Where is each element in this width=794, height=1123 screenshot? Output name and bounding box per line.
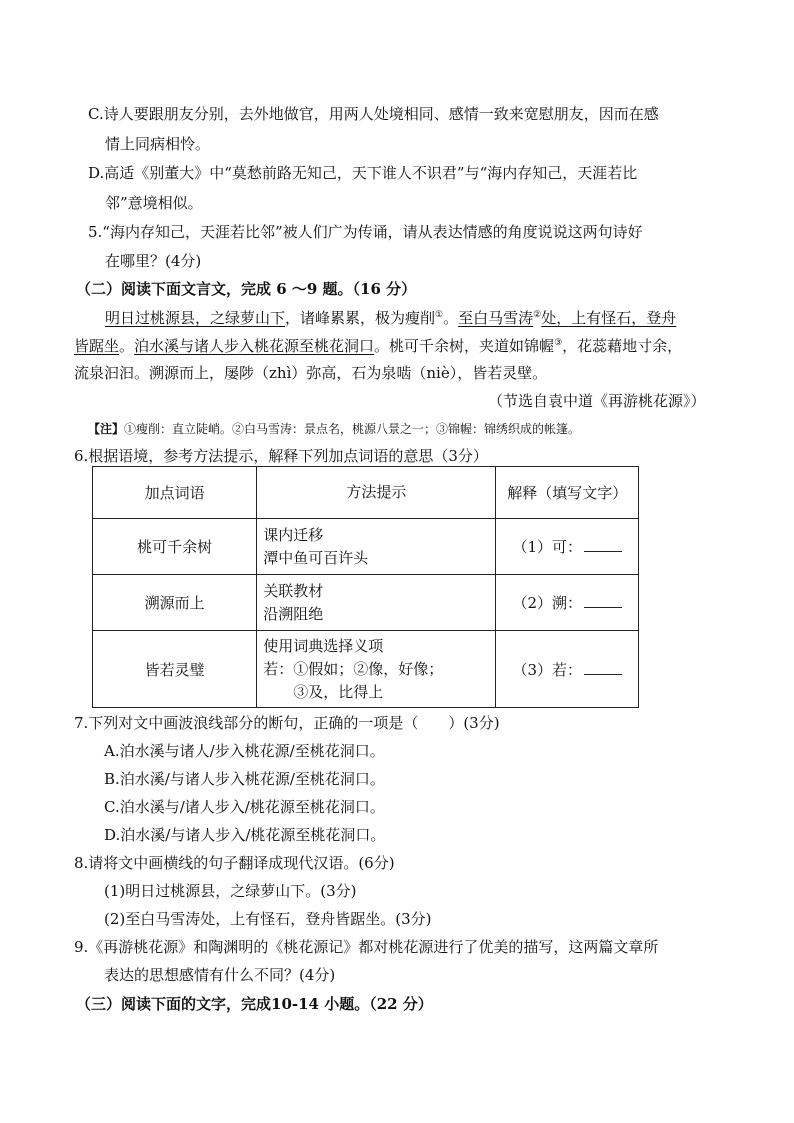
footnote-label: 【注】 (88, 422, 125, 436)
underlined-sentence-1a: 明日过桃源县，之绿萝山下 (105, 309, 286, 327)
passage-text: 。 (443, 309, 459, 327)
row-answer (496, 575, 639, 631)
hint-line: ③及，比得上 (293, 682, 384, 701)
hint-line: 潭中鱼可百许头 (263, 548, 369, 567)
passage-source: （节选自袁中道《再游桃花源》） (488, 392, 706, 410)
hint-line: 沿溯阻绝 (263, 604, 324, 623)
row-word: 皆若灵璧 (93, 631, 257, 708)
hint-line: 课内迁移 (263, 525, 324, 544)
question-7-option-b: B.泊水溪/与诸人步入桃花源/至桃花洞口。 (104, 770, 385, 788)
footnote-marker-1: ① (435, 310, 444, 320)
row-hint (257, 575, 496, 631)
table-header-row (93, 467, 639, 519)
passage-text: 。 (119, 337, 135, 355)
row-word: 溯源而上 (93, 575, 257, 631)
passage-text: ，花蕊藉地寸余， (562, 337, 683, 355)
answer-blank[interactable] (584, 536, 622, 552)
option-d-line2: 邻”意境相似。 (105, 194, 203, 212)
footnote-text: ①瘦削：直立陡峭。②白马雪涛：景点名，桃源八景之一；③锦幄：锦绣织成的帐篷。 (124, 422, 581, 436)
question-7-option-d: D.泊水溪/与诸人步入/桃花源至桃花洞口。 (104, 826, 386, 844)
answer-label: （3）若： (512, 660, 582, 679)
footnote-marker-2: ② (533, 310, 542, 320)
passage-text: ，诸峰累累，极为瘦削 (285, 309, 436, 327)
answer-blank[interactable] (584, 592, 622, 608)
footnote-marker-3: ③ (554, 338, 563, 348)
footnote (88, 419, 580, 439)
option-d-line1: D.高适《别董大》中“莫愁前路无知己，天下谁人不识君”与“海内存知己，天涯若比 (88, 164, 638, 182)
row-hint (257, 519, 496, 575)
passage-line2 (74, 336, 682, 356)
passage-text: 。桃可千余树，夹道如锦幄 (374, 337, 555, 355)
hint-line: 若：①假如；②像，好像； (263, 659, 444, 678)
answer-label: （1）可： (512, 538, 582, 556)
row-answer (496, 519, 639, 575)
wavy-line-sentence: 泊水溪与诸人步入桃花源至桃花洞口 (134, 337, 375, 355)
passage-line1 (105, 308, 676, 328)
row-answer (496, 631, 639, 708)
row-hint (257, 631, 496, 708)
question-7: 7.下列对文中画波浪线部分的断句，正确的一项是（ ）(3分) (74, 714, 500, 732)
header-method: 方法提示 (257, 467, 496, 519)
question-7-option-a: A.泊水溪与诸人/步入桃花源/至桃花洞口。 (104, 742, 385, 760)
table-row (93, 519, 639, 575)
question-9-line2: 表达的思想感情有什么不同？(4分) (104, 966, 336, 984)
hint-line: 使用词典选择义项 (263, 636, 384, 655)
header-word: 加点词语 (93, 467, 257, 519)
question-8: 8.请将文中画横线的句子翻译成现代汉语。(6分) (74, 854, 395, 872)
underlined-sentence-2b: 处，上有怪石，登舟 (541, 309, 677, 327)
table-row (93, 631, 639, 708)
answer-blank[interactable] (584, 659, 622, 675)
row-word: 桃可千余树 (93, 519, 257, 575)
option-c-line1: C.诗人要跟朋友分别，去外地做官，用两人处境相同、感情一致来宽慰朋友，因而在感 (88, 105, 659, 123)
underlined-sentence-2c: 皆踞坐 (74, 337, 120, 355)
question-6: 6.根据语境，参考方法提示，解释下列加点词语的意思（3分） (74, 447, 488, 465)
header-answer: 解释（填写文字） (496, 467, 639, 519)
question-9-line1: 9.《再游桃花源》和陶渊明的《桃花源记》都对桃花源进行了优美的描写，这两篇文章所 (74, 938, 659, 956)
question-8-part-1: (1)明日过桃源县，之绿萝山下。(3分) (104, 882, 357, 900)
vocabulary-table (92, 466, 639, 708)
answer-label: （2）溯： (512, 594, 582, 612)
section-3-heading: （三）阅读下面的文字，完成10-14 小题。（22 分） (76, 995, 433, 1013)
question-7-option-c: C.泊水溪与/诸人步入/桃花源至桃花洞口。 (104, 798, 385, 816)
question-8-part-2: (2)至白马雪涛处，上有怪石，登舟皆踞坐。(3分) (104, 910, 432, 928)
underlined-sentence-2a: 至白马雪涛 (458, 309, 534, 327)
passage-line3: 流泉汩汩。溯源而上，屡陟（zhì）弥高，石为泉啮（niè），皆若灵壁。 (74, 364, 548, 382)
question-5-line1: 5.“海内存知己，天涯若比邻”被人们广为传诵，请从表达情感的角度说说这两句诗好 (88, 223, 643, 241)
section-2-heading: （二）阅读下面文言文，完成 6 ～9 题。（16 分） (76, 280, 417, 298)
hint-line: 关联教材 (263, 581, 324, 600)
question-5-line2: 在哪里？(4分) (105, 252, 202, 270)
option-c-line2: 情上同病相怜。 (105, 135, 211, 153)
table-row (93, 575, 639, 631)
